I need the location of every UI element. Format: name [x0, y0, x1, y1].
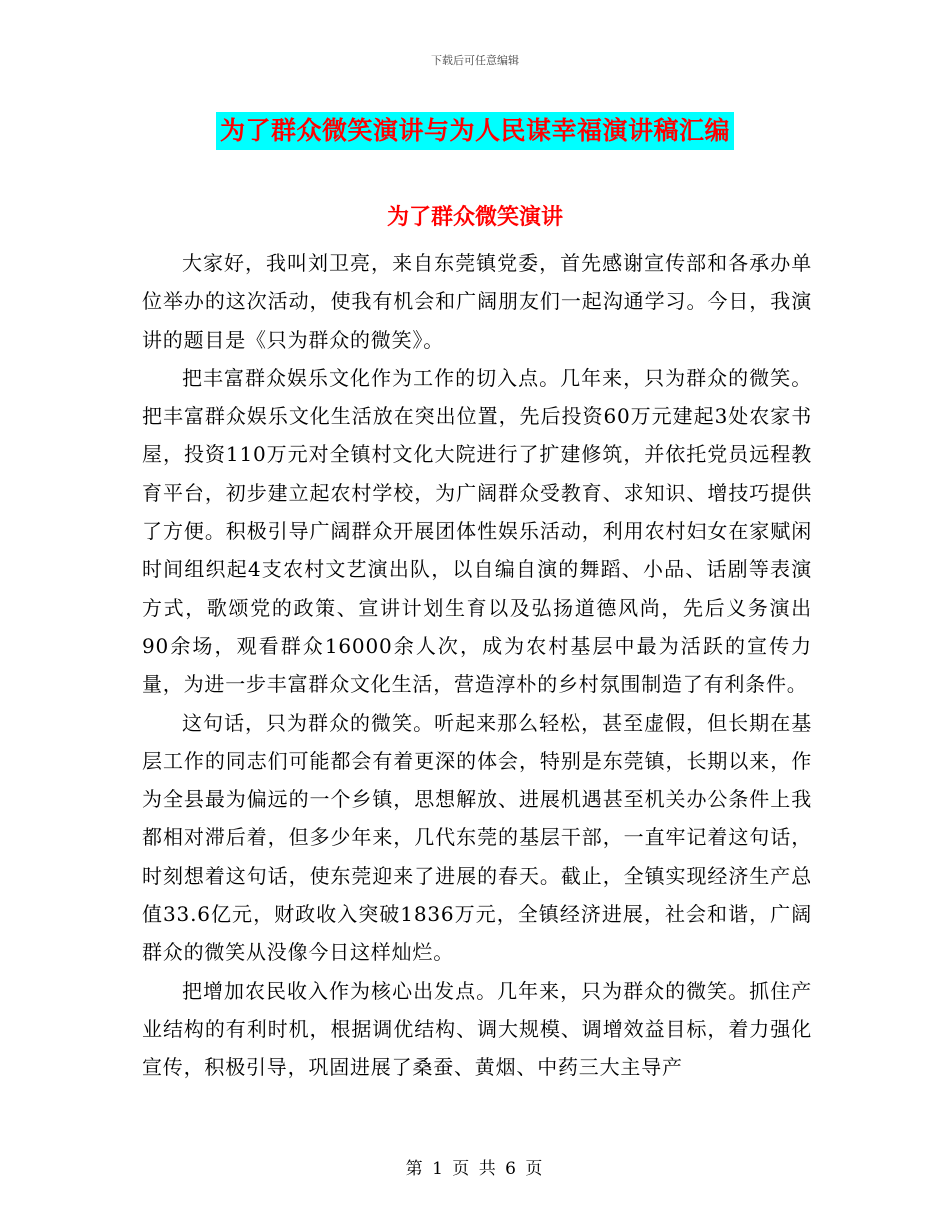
document-title-container: [0, 112, 950, 150]
document-body: [142, 244, 812, 1087]
paragraph: 把增加农民收入作为核心出发点。几年来，只为群众的微笑。抓住产业结构的有利时机，根据调优结构、调大规模、调增效益目标，着力强化宣传，积极引导，巩固进展了桑蚕、黄烟、中药三大主导产: [142, 978, 812, 1080]
paragraph: 大家好，我叫刘卫亮，来自东莞镇党委，首先感谢宣传部和各承办单位举办的这次活动，使我有机会和广阔朋友们一起沟通学习。今日，我演讲的题目是《只为群众的微笑》。: [142, 251, 812, 352]
paragraph: 这句话，只为群众的微笑。听起来那么轻松，甚至虚假，但长期在基层工作的同志们可能都会有着更深的体会，特别是东莞镇，长期以来，作为全县最为偏远的一个乡镇，思想解放、进展机遇甚至机关办公条件上我都相对滞后着，但多少年来，几代东莞的基层干部，一直牢记着这句话，时刻想着这句话，使东莞迎来了进展的春天。截止，全镇实现经济生产总值33.6亿元，财政收入突破1836万元，全镇经济进展，社会和谐，广阔群众的微笑从没像今日这样灿烂。: [142, 710, 812, 965]
paragraph: 把丰富群众娱乐文化作为工作的切入点。几年来，只为群众的微笑。把丰富群众娱乐文化生活放在突出位置，先后投资60万元建起3处农家书屋，投资110万元对全镇村文化大院进行了扩建修筑，并依托党员远程教育平台，初步建立起农村学校，为广阔群众受教育、求知识、增技巧提供了方便。积极引导广阔群众开展团体性娱乐活动，利用农村妇女在家赋闲时间组织起4支农村文艺演出队，以自编自演的舞蹈、小品、话剧等表演方式，歌颂党的政策、宣讲计划生育以及弘扬道德风尚，先后义务演出90余场，观看群众16000余人次，成为农村基层中最为活跃的宣传力量，为进一步丰富群众文化生活，营造淳朴的乡村氛围制造了有利条件。: [142, 365, 812, 697]
document-title: 为了群众微笑演讲与为人民谋幸福演讲稿汇编: [216, 112, 734, 150]
page-number-footer: 第 1 页 共 6 页: [405, 1159, 545, 1179]
header-note: 下载后可任意编辑: [431, 54, 519, 67]
section-title: 为了群众微笑演讲: [386, 204, 563, 230]
